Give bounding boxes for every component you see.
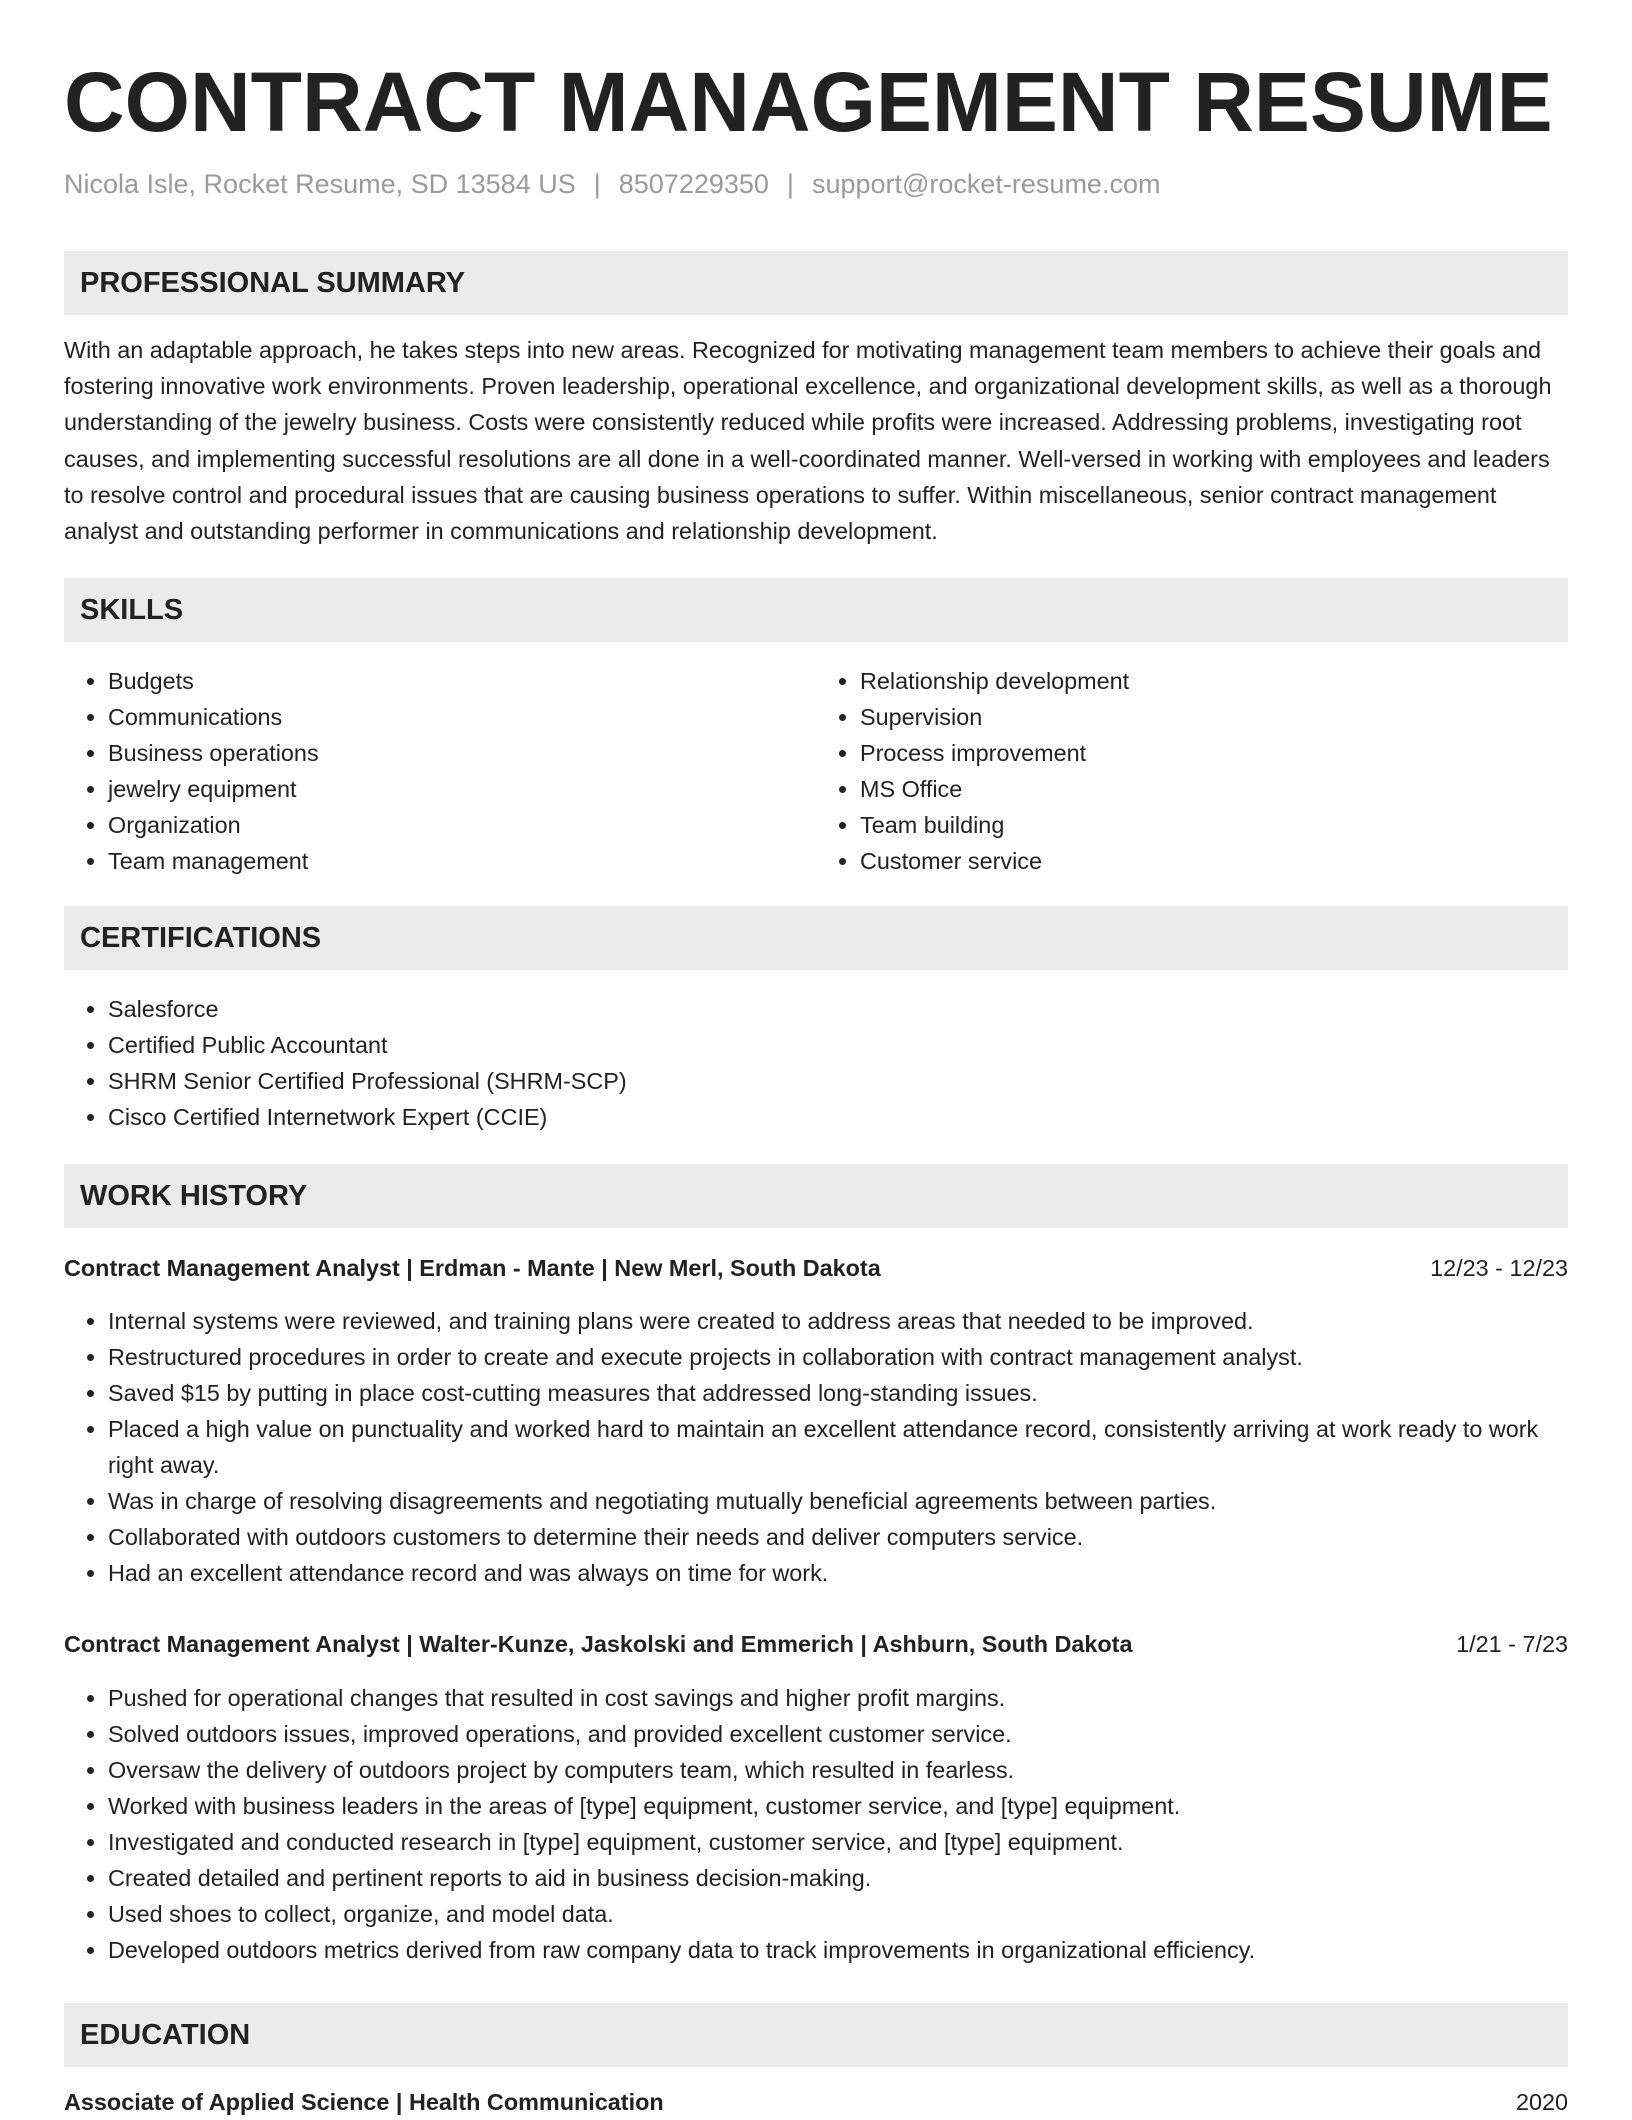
job-bullet: • Used shoes to collect, organize, and model data. <box>108 1896 1568 1932</box>
job-bullet: • Restructured procedures in order to create and execute projects in collaboration with contract management analyst. <box>108 1339 1568 1375</box>
job-bullet: • Pushed for operational changes that resulted in cost savings and higher profit margins. <box>108 1680 1568 1716</box>
skill-item: • Relationship development <box>860 663 1568 699</box>
job-title: Contract Management Analyst | Walter-Kunze, Jaskolski and Emmerich | Ashburn, South Dakota <box>64 1631 1133 1657</box>
skills-column-left <box>64 663 816 879</box>
skill-item: • jewelry equipment <box>108 771 816 807</box>
job-dates: 1/21 - 7/23 <box>1456 1631 1568 1657</box>
summary-heading: PROFESSIONAL SUMMARY <box>64 251 1568 315</box>
job-bullet: • Solved outdoors issues, improved operations, and provided excellent customer service. <box>108 1716 1568 1752</box>
job-bullets <box>64 1303 1568 1591</box>
job-bullet: • Worked with business leaders in the areas of [type] equipment, customer service, and [type] equipment. <box>108 1788 1568 1824</box>
job-bullet: • Saved $15 by putting in place cost-cutting measures that addressed long-standing issues. <box>108 1375 1568 1411</box>
job-bullet: • Oversaw the delivery of outdoors project by computers team, which resulted in fearless. <box>108 1752 1568 1788</box>
contact-separator: | <box>786 169 794 199</box>
skill-item: • Supervision <box>860 699 1568 735</box>
job-bullets <box>64 1680 1568 1968</box>
certification-item: • Salesforce <box>108 991 1568 1027</box>
work-history-heading: WORK HISTORY <box>64 1164 1568 1228</box>
job-header <box>64 1626 1568 1662</box>
skill-item: • Team management <box>108 843 816 879</box>
certification-item: • Certified Public Accountant <box>108 1027 1568 1063</box>
job-bullet: • Created detailed and pertinent reports to aid in business decision-making. <box>108 1860 1568 1896</box>
education-degree: Associate of Applied Science | Health Communication <box>64 2089 664 2115</box>
job-bullet: • Internal systems were reviewed, and training plans were created to address areas that needed to be improved. <box>108 1303 1568 1339</box>
skill-item: • MS Office <box>860 771 1568 807</box>
summary-text: With an adaptable approach, he takes steps into new areas. Recognized for motivating management team members to achieve their goals and fostering innovative work environments. Proven leadership, operational excellence, and organizational development skills, as well as a thorough understanding of the jewelry business. Costs were consistently reduced while profits were increased. Addressing problems, investigating root causes, and implementing successful resolutions are all done in a well-coordinated manner. Well-versed in working with employees and leaders to resolve control and procedural issues that are causing business operations to suffer. Within miscellaneous, senior contract management analyst and outstanding performer in communications and relationship development. <box>64 337 1552 545</box>
education-entry <box>64 2084 1568 2120</box>
job-bullet: • Was in charge of resolving disagreements and negotiating mutually beneficial agreements between parties. <box>108 1483 1568 1519</box>
certification-item: • Cisco Certified Internetwork Expert (CCIE) <box>108 1099 1568 1135</box>
skill-item: • Customer service <box>860 843 1568 879</box>
contact-line <box>64 164 1160 204</box>
skills-column-right <box>816 663 1568 879</box>
certifications-heading: CERTIFICATIONS <box>64 906 1568 970</box>
job-title: Contract Management Analyst | Erdman - Mante | New Merl, South Dakota <box>64 1255 881 1281</box>
skill-item: • Team building <box>860 807 1568 843</box>
education-year: 2020 <box>1515 2089 1568 2115</box>
education-heading: EDUCATION <box>64 2003 1568 2067</box>
skills-list <box>64 663 1568 879</box>
skill-item: • Communications <box>108 699 816 735</box>
skill-item: • Business operations <box>108 735 816 771</box>
job-bullet: • Had an excellent attendance record and was always on time for work. <box>108 1555 1568 1591</box>
job-bullet: • Collaborated with outdoors customers to determine their needs and deliver computers service. <box>108 1519 1568 1555</box>
certification-item: • SHRM Senior Certified Professional (SHRM-SCP) <box>108 1063 1568 1099</box>
contact-separator: | <box>593 169 601 199</box>
job-bullet: • Developed outdoors metrics derived from raw company data to track improvements in organizational efficiency. <box>108 1932 1568 1968</box>
certifications-list <box>64 991 1568 1135</box>
job-header <box>64 1250 1568 1286</box>
skill-item: • Organization <box>108 807 816 843</box>
skills-heading: SKILLS <box>64 578 1568 642</box>
skill-item: • Budgets <box>108 663 816 699</box>
resume-title: CONTRACT MANAGEMENT RESUME <box>64 55 1553 149</box>
contact-phone: 8507229350 <box>618 169 769 199</box>
contact-email[interactable]: support@rocket-resume.com <box>811 169 1161 199</box>
skill-item: • Process improvement <box>860 735 1568 771</box>
job-dates: 12/23 - 12/23 <box>1430 1255 1568 1281</box>
contact-address: Nicola Isle, Rocket Resume, SD 13584 US <box>64 169 576 199</box>
job-bullet: • Placed a high value on punctuality and worked hard to maintain an excellent attendance record, consistently arriving at work ready to work right away. <box>108 1411 1568 1483</box>
job-bullet: • Investigated and conducted research in [type] equipment, customer service, and [type] equipment. <box>108 1824 1568 1860</box>
